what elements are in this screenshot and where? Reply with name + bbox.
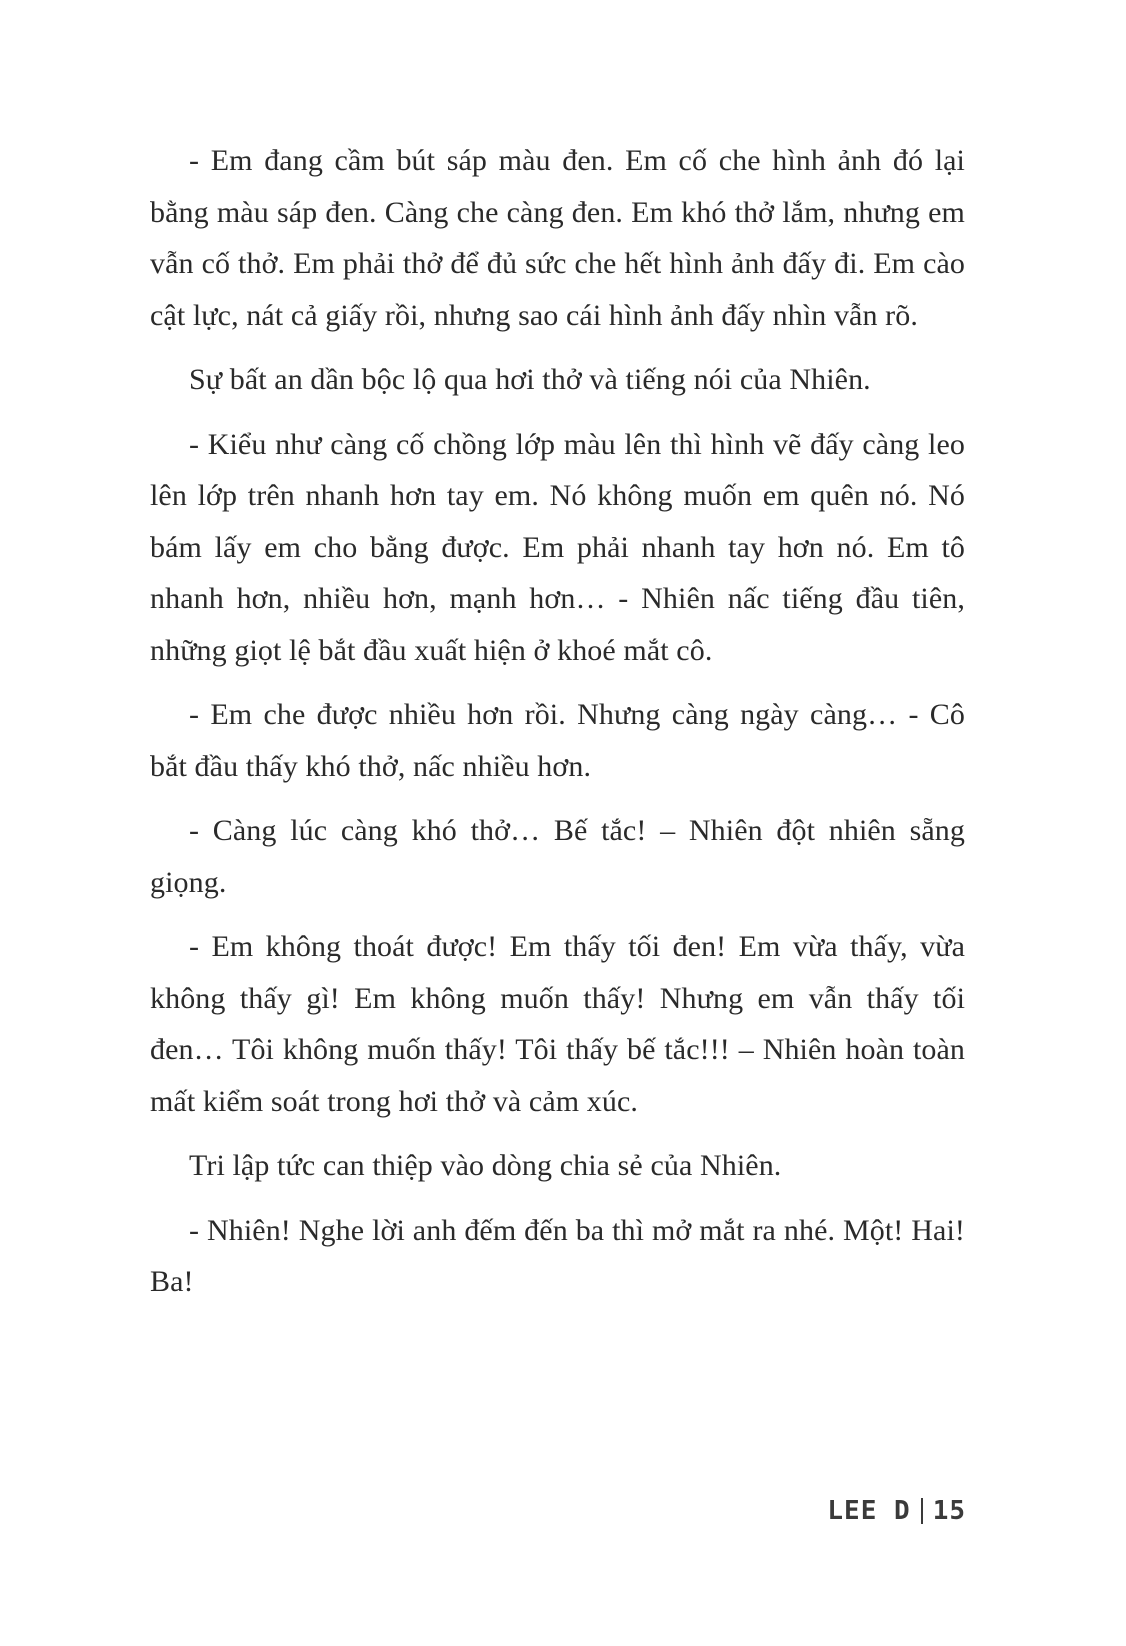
paragraph-1: - Em đang cầm bút sáp màu đen. Em cố che hình ảnh đó lại bằng màu sáp đen. Càng che càng đen. Em khó thở lắm, nhưng em vẫn cố thở. Em phải thở để đủ sức che hết hình ảnh đấy đi. Em cào cật lực, nát cả giấy rồi, nhưng sao cái hình ảnh đấy nhìn vẫn rõ. — [150, 144, 965, 332]
footer-separator — [921, 1498, 923, 1524]
page-body — [150, 135, 965, 1321]
paragraph-4: - Em che được nhiều hơn rồi. Nhưng càng ngày càng… - Cô bắt đầu thấy khó thở, nấc nhiều hơn. — [150, 698, 965, 783]
paragraph-3: - Kiểu như càng cố chồng lớp màu lên thì hình vẽ đấy càng leo lên lớp trên nhanh hơn tay em. Nó không muốn em quên nó. Nó bám lấy em cho bằng được. Em phải nhanh tay hơn nó. Em tô nhanh hơn, nhiều hơn, mạnh hơn… - Nhiên nấc tiếng đầu tiên, những giọt lệ bắt đầu xuất hiện ở khoé mắt cô. — [150, 427, 965, 667]
paragraph-7: Tri lập tức can thiệp vào dòng chia sẻ của Nhiên. — [189, 1149, 782, 1182]
paragraph-6: - Em không thoát được! Em thấy tối đen! Em vừa thấy, vừa không thấy gì! Em không muốn thấy! Nhưng em vẫn thấy tối đen… Tôi không muốn thấy! Tôi thấy bế tắc!!! – Nhiên hoàn toàn mất kiểm soát trong hơi thở và cảm xúc. — [150, 930, 965, 1118]
footer-author: LEE D — [827, 1496, 911, 1526]
page-footer — [827, 1496, 966, 1526]
paragraph-2: Sự bất an dần bộc lộ qua hơi thở và tiếng nói của Nhiên. — [189, 363, 871, 396]
page-number: 15 — [932, 1496, 966, 1526]
paragraph-5: - Càng lúc càng khó thở… Bế tắc! – Nhiên đột nhiên sẵng giọng. — [150, 814, 965, 899]
paragraph-8: - Nhiên! Nghe lời anh đếm đến ba thì mở mắt ra nhé. Một! Hai! Ba! — [150, 1213, 965, 1298]
